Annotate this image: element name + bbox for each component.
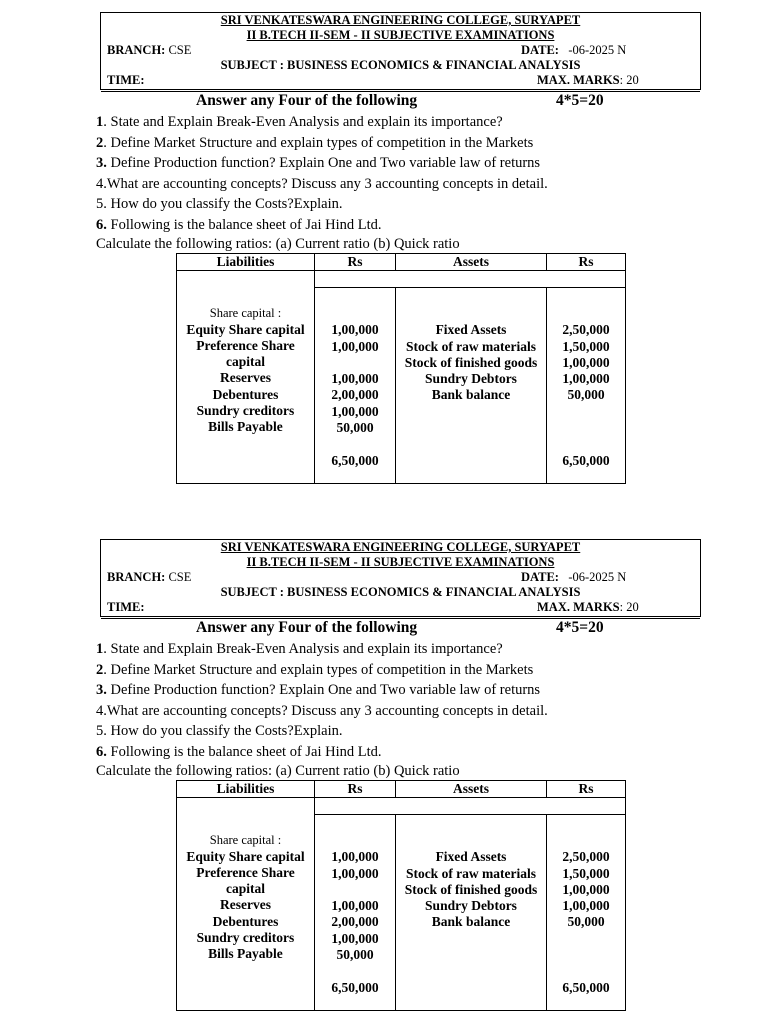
- asset-amount: 50,000: [567, 387, 605, 403]
- liability-amount: 1,00,000: [331, 322, 379, 338]
- liability-item: capital: [226, 354, 265, 370]
- question-4: 4.What are accounting concepts? Discuss any 3 accounting concepts in detail.: [96, 175, 548, 192]
- share-capital-label: Share capital :: [209, 306, 282, 321]
- question-3: 3. Define Production function? Explain One and Two variable law of returns: [96, 682, 541, 698]
- liability-amount: 2,00,000: [331, 914, 379, 930]
- date-value: -06-2025 N: [568, 570, 627, 584]
- instruction-marks: 4*5=20: [556, 92, 604, 109]
- asset-item: Bank balance: [431, 387, 511, 403]
- date-label: DATE:: [521, 570, 559, 584]
- liability-amount: 1,00,000: [331, 403, 379, 419]
- liability-item: Sundry creditors: [196, 930, 295, 946]
- branch-label: BRANCH:: [107, 570, 166, 584]
- question-2: 2. Define Market Structure and explain types of competition in the Markets: [96, 134, 534, 151]
- time-label: TIME:: [107, 600, 145, 614]
- asset-item: Sundry Debtors: [425, 371, 517, 387]
- liability-item: Debentures: [212, 913, 279, 929]
- liability-amounts-column: [315, 288, 396, 484]
- subject-line: SUBJECT : BUSINESS ECONOMICS & FINANCIAL ANALYSIS: [220, 58, 581, 72]
- liability-amount: 50,000: [336, 420, 374, 436]
- balance-sheet-table: [176, 780, 626, 1011]
- liability-amount: [315, 882, 395, 898]
- asset-item: Bank balance: [431, 914, 511, 930]
- asset-amount: 1,50,000: [562, 865, 610, 881]
- liabilities-column: [177, 271, 315, 484]
- max-marks-value: : 20: [619, 73, 639, 87]
- asset-total: 6,50,000: [562, 453, 610, 469]
- asset-item: Stock of raw materials: [405, 865, 537, 881]
- instruction-text: Answer any Four of the following: [196, 92, 418, 109]
- instruction-text: Answer any Four of the following: [196, 619, 418, 636]
- liability-amount: 1,00,000: [331, 338, 379, 354]
- asset-total: 6,50,000: [562, 980, 610, 996]
- liability-amount: 2,00,000: [331, 387, 379, 403]
- question-1: 1. State and Explain Break-Even Analysis and explain its importance?: [96, 114, 503, 130]
- blank-row: [315, 798, 626, 815]
- question-2: 2. Define Market Structure and explain types of competition in the Markets: [96, 661, 534, 678]
- liability-total: 6,50,000: [331, 453, 379, 469]
- exam-title: II B.TECH II-SEM - II SUBJECTIVE EXAMINATIONS: [246, 28, 555, 42]
- question-5: 5. How do you classify the Costs?Explain.: [96, 723, 343, 739]
- header-rs-assets: Rs: [547, 781, 626, 798]
- question-1: 1. State and Explain Break-Even Analysis and explain its importance?: [96, 641, 503, 657]
- asset-item: Stock of raw materials: [405, 338, 537, 354]
- blank-row: [315, 271, 626, 288]
- header-rs-liabilities: Rs: [315, 254, 396, 271]
- branch-value: CSE: [168, 43, 192, 57]
- asset-amount: 1,00,000: [562, 371, 610, 387]
- assets-column: [396, 288, 547, 484]
- ratio-instruction: Calculate the following ratios: (a) Current ratio (b) Quick ratio: [96, 236, 460, 252]
- question-paper-copy-1: [0, 0, 768, 500]
- asset-amount: 50,000: [567, 914, 605, 930]
- asset-item: Stock of finished goods: [404, 354, 538, 370]
- liability-item: Reserves: [220, 370, 271, 386]
- liability-amounts-column: [315, 815, 396, 1011]
- liability-amount: 1,00,000: [331, 865, 379, 881]
- liability-item: Sundry creditors: [196, 403, 295, 419]
- exam-title: II B.TECH II-SEM - II SUBJECTIVE EXAMINATIONS: [246, 555, 555, 569]
- date-label: DATE:: [521, 43, 559, 57]
- share-capital-label: Share capital :: [209, 833, 282, 848]
- asset-amount: 1,00,000: [562, 354, 610, 370]
- asset-item: Fixed Assets: [435, 849, 507, 865]
- ratio-instruction: Calculate the following ratios: (a) Current ratio (b) Quick ratio: [96, 763, 460, 779]
- liability-amount: 1,00,000: [331, 371, 379, 387]
- asset-amounts-column: [547, 815, 626, 1011]
- exam-header-box: [100, 539, 701, 617]
- liability-amount: [315, 355, 395, 371]
- asset-amount: 1,50,000: [562, 338, 610, 354]
- liabilities-column: [177, 798, 315, 1011]
- header-liabilities: Liabilities: [177, 254, 315, 271]
- max-marks-value: : 20: [619, 600, 639, 614]
- branch-label: BRANCH:: [107, 43, 166, 57]
- asset-item: Sundry Debtors: [425, 898, 517, 914]
- header-assets: Assets: [396, 781, 547, 798]
- instruction-marks: 4*5=20: [556, 619, 604, 636]
- exam-header-box: [100, 12, 701, 90]
- liability-amount: 50,000: [336, 947, 374, 963]
- liability-item: Bills Payable: [208, 946, 283, 962]
- date-value: -06-2025 N: [568, 43, 627, 57]
- liability-amount: 1,00,000: [331, 849, 379, 865]
- header-rs-assets: Rs: [547, 254, 626, 271]
- time-label: TIME:: [107, 73, 145, 87]
- asset-amounts-column: [547, 288, 626, 484]
- asset-amount: 2,50,000: [562, 849, 610, 865]
- liability-item: Equity Share capital: [186, 321, 305, 337]
- header-assets: Assets: [396, 254, 547, 271]
- liability-item: Preference Share: [196, 337, 295, 353]
- balance-sheet-table: [176, 253, 626, 484]
- question-5: 5. How do you classify the Costs?Explain.: [96, 196, 343, 212]
- liability-item: Preference Share: [196, 864, 295, 880]
- question-6: 6. Following is the balance sheet of Jai Hind Ltd.: [96, 216, 382, 233]
- question-6: 6. Following is the balance sheet of Jai Hind Ltd.: [96, 743, 382, 760]
- liability-item: capital: [226, 881, 265, 897]
- header-liabilities: Liabilities: [177, 781, 315, 798]
- liability-item: Reserves: [220, 897, 271, 913]
- liability-item: Debentures: [212, 386, 279, 402]
- max-marks-label: MAX. MARKS: [537, 73, 620, 87]
- liability-amount: 1,00,000: [331, 898, 379, 914]
- liability-item: Bills Payable: [208, 419, 283, 435]
- liability-total: 6,50,000: [331, 980, 379, 996]
- question-4: 4.What are accounting concepts? Discuss any 3 accounting concepts in detail.: [96, 702, 548, 719]
- asset-item: Stock of finished goods: [404, 881, 538, 897]
- asset-amount: 1,00,000: [562, 881, 610, 897]
- liability-amount: 1,00,000: [331, 930, 379, 946]
- question-paper-copy-2: [0, 527, 768, 1027]
- assets-column: [396, 815, 547, 1011]
- asset-amount: 2,50,000: [562, 322, 610, 338]
- header-rs-liabilities: Rs: [315, 781, 396, 798]
- asset-item: Fixed Assets: [435, 322, 507, 338]
- subject-line: SUBJECT : BUSINESS ECONOMICS & FINANCIAL ANALYSIS: [220, 585, 581, 599]
- asset-amount: 1,00,000: [562, 898, 610, 914]
- college-name: SRI VENKATESWARA ENGINEERING COLLEGE, SURYAPET: [220, 13, 581, 27]
- max-marks-label: MAX. MARKS: [537, 600, 620, 614]
- question-3: 3. Define Production function? Explain One and Two variable law of returns: [96, 155, 541, 171]
- branch-value: CSE: [168, 570, 192, 584]
- liability-item: Equity Share capital: [186, 848, 305, 864]
- college-name: SRI VENKATESWARA ENGINEERING COLLEGE, SURYAPET: [220, 540, 581, 554]
